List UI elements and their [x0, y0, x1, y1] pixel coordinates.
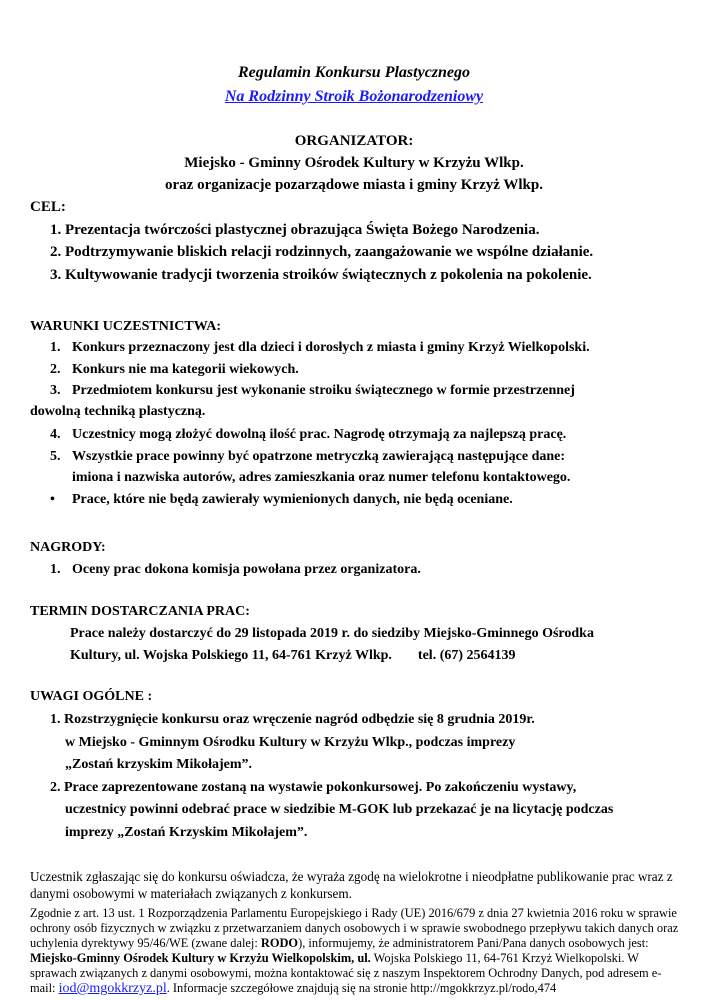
list-number: 1. — [50, 562, 61, 577]
uwagi-item-2-line-3: imprezy „Zostań Krzyskim Mikołajem”. — [65, 825, 308, 840]
rodo-line-4 — [30, 951, 639, 967]
uwagi-item-1-line-1: 1. Rozstrzygnięcie konkursu oraz wręczenie nagród odbędzie się 8 grudnia 2019r. — [50, 712, 535, 727]
warunki-bullet-item — [50, 492, 513, 508]
termin-phone: tel. (67) 2564139 — [417, 648, 516, 663]
rodo-text: mail: — [30, 981, 59, 995]
cel-item-2: 2. Podtrzymywanie bliskich relacji rodzinnych, zaangażowanie we wspólne działanie. — [50, 244, 594, 260]
list-text: Konkurs nie ma kategorii wiekowych. — [72, 362, 299, 377]
organizer-line-1: Miejsko - Gminny Ośrodek Kultury w Krzyżu Wlkp. — [184, 155, 524, 171]
list-text: Konkurs przeznaczony jest dla dzieci i dorosłych z miasta i gminy Krzyż Wielkopolski. — [72, 340, 590, 355]
termin-heading: TERMIN DOSTARCZANIA PRAC: — [30, 604, 250, 619]
nagrody-heading: NAGRODY: — [30, 540, 106, 555]
rodo-abbr: RODO — [260, 936, 299, 950]
rodo-text: . Informacje szczegółowe znajdują się na stronie http://mgokkrzyz.pl/rodo,474 — [166, 981, 557, 995]
consent-line-2: danymi osobowymi w materiałach związanych z konkursem. — [30, 886, 352, 901]
bullet-icon: • — [50, 492, 55, 507]
warunki-item-5 — [50, 449, 565, 465]
organizer-heading: ORGANIZATOR: — [294, 133, 414, 149]
document-title: Regulamin Konkursu Plastycznego — [237, 64, 471, 81]
cel-heading: CEL: — [30, 199, 66, 215]
list-number: 3. — [50, 383, 61, 398]
warunki-item-1 — [50, 340, 590, 356]
uwagi-item-2-line-1: 2. Prace zaprezentowane zostaną na wystawie pokonkursowej. Po zakończeniu wystawy, — [50, 780, 577, 795]
cel-item-1: 1. Prezentacja twórczości plastycznej obrazująca Święta Bożego Narodzenia. — [50, 222, 540, 238]
list-number: 5. — [50, 449, 61, 464]
termin-address: Kultury, ul. Wojska Polskiego 11, 64-761 Krzyż Wlkp. — [70, 648, 392, 663]
list-text: Prace, które nie będą zawierały wymienionych danych, nie będą oceniane. — [72, 492, 513, 507]
rodo-text: ), informujemy, że administratorem Pani/Pana danych osobowych jest: — [298, 936, 649, 950]
rodo-line-2: ochrony osób fizycznych w związku z przetwarzaniem danych osobowych i w sprawie swobodnego przepływu takich danych oraz — [30, 921, 679, 935]
list-text: Przedmiotem konkursu jest wykonanie stroiku świątecznego w formie przestrzennej — [72, 383, 575, 398]
rodo-text: uchylenia dyrektywy 95/46/WE (zwane dalej: — [30, 936, 261, 950]
document-subtitle: Na Rodzinny Stroik Bożonarodzeniowy — [224, 88, 484, 105]
uwagi-item-2-line-2: uczestnicy powinni odebrać prace w siedzibie M-GOK lub przekazać je na licytację podczas — [65, 802, 614, 817]
warunki-item-4 — [50, 427, 566, 443]
list-text: Uczestnicy mogą złożyć dowolną ilość prac. Nagrodę otrzymają za najlepszą pracę. — [72, 427, 567, 442]
rodo-administrator: Miejsko-Gminny Ośrodek Kultury w Krzyżu Wielkopolskim, ul. — [30, 951, 371, 965]
uwagi-item-1-line-2: w Miejsko - Gminnym Ośrodku Kultury w Krzyżu Wlkp., podczas imprezy — [65, 735, 516, 750]
warunki-item-5-continuation: imiona i nazwiska autorów, adres zamieszkania oraz numer telefonu kontaktowego. — [72, 470, 571, 485]
warunki-item-3 — [50, 383, 575, 399]
termin-line-2 — [70, 648, 516, 664]
warunki-item-2 — [50, 362, 299, 378]
consent-line-1: Uczestnik zgłaszając się do konkursu oświadcza, że wyraża zgodę na wielokrotne i nieodpłatne publikowanie prac wraz z — [30, 869, 673, 884]
list-number: 4. — [50, 427, 61, 442]
list-number: 2. — [50, 362, 61, 377]
organizer-line-2: oraz organizacje pozarządowe miasta i gminy Krzyż Wlkp. — [165, 177, 543, 193]
termin-line-1: Prace należy dostarczyć do 29 listopada 2019 r. do siedziby Miejsko-Gminnego Ośrodka — [70, 626, 594, 641]
uwagi-heading: UWAGI OGÓLNE : — [30, 689, 153, 704]
rodo-line-3 — [30, 936, 649, 952]
email-link[interactable]: iod@mgokkrzyz.pl — [58, 981, 167, 996]
uwagi-item-1-line-3: „Zostań krzyskim Mikołajem”. — [65, 757, 253, 772]
rodo-line-5: sprawach związanych z danymi osobowymi, można kontaktować się z naszym Inspektorem Ochrodny Danych, pod adresem e- — [30, 966, 662, 980]
rodo-line-1: Zgodnie z art. 13 ust. 1 Rozporządzenia Parlamentu Europejskiego i Rady (UE) 2016/679 z dnia 27 kwietnia 2016 roku w sprawie — [30, 906, 677, 920]
rodo-line-6 — [30, 981, 556, 997]
rodo-text: Wojska Polskiego 11, 64-761 Krzyż Wielkopolski. W — [370, 951, 639, 965]
warunki-item-3-continuation: dowolną techniką plastyczną. — [30, 404, 206, 419]
cel-item-3: 3. Kultywowanie tradycji tworzenia stroików świątecznych z pokolenia na pokolenie. — [50, 267, 592, 283]
nagrody-item-1 — [50, 562, 421, 578]
list-number: 1. — [50, 340, 61, 355]
list-text: Wszystkie prace powinny być opatrzone metryczką zawierającą następujące dane: — [72, 449, 566, 464]
list-text: Oceny prac dokona komisja powołana przez organizatora. — [72, 562, 421, 577]
warunki-heading: WARUNKI UCZESTNICTWA: — [30, 319, 221, 334]
